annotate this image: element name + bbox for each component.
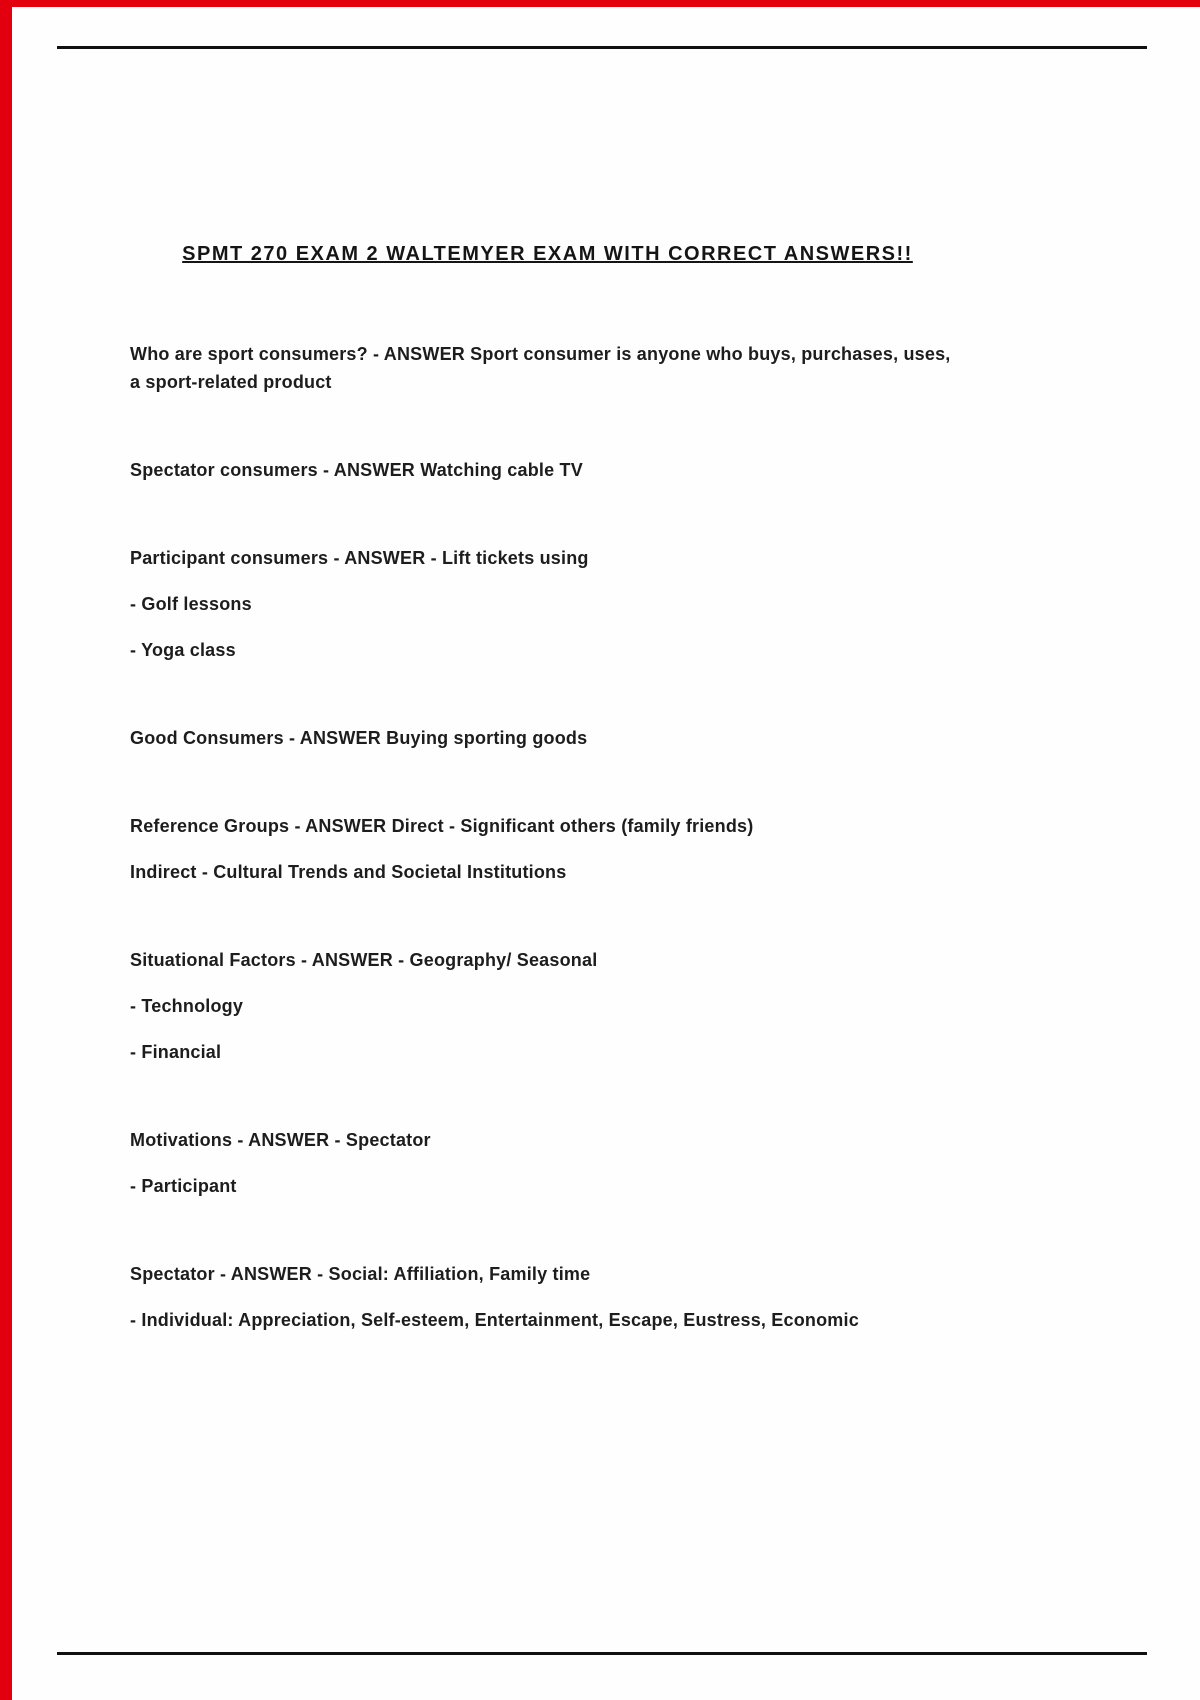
qa-block-spectator-consumers bbox=[130, 456, 965, 484]
qa-block-reference-groups bbox=[130, 812, 965, 886]
qa-line: - Participant bbox=[130, 1176, 237, 1196]
qa-line: - Golf lessons bbox=[130, 594, 252, 614]
qa-line: - Individual: Appreciation, Self-esteem, Entertainment, Escape, Eustress, Economic bbox=[130, 1310, 859, 1330]
document-title: SPMT 270 EXAM 2 WALTEMYER EXAM WITH CORRECT ANSWERS!! bbox=[182, 243, 913, 265]
qa-block-situational-factors bbox=[130, 946, 965, 1066]
top-rule bbox=[57, 46, 1147, 49]
qa-line: Spectator - ANSWER - Social: Affiliation, Family time bbox=[130, 1264, 591, 1284]
qa-block-good-consumers bbox=[130, 724, 965, 752]
qa-line: Participant consumers - ANSWER - Lift tickets using bbox=[130, 548, 589, 568]
qa-line: - Technology bbox=[130, 996, 244, 1016]
qa-line: Good Consumers - ANSWER Buying sporting goods bbox=[130, 728, 588, 748]
qa-line: Indirect - Cultural Trends and Societal Institutions bbox=[130, 862, 567, 882]
document-content bbox=[130, 240, 965, 1394]
qa-line: - Financial bbox=[130, 1042, 222, 1062]
qa-line: Spectator consumers - ANSWER Watching cable TV bbox=[130, 460, 583, 480]
bottom-rule bbox=[57, 1652, 1147, 1655]
qa-line: - Yoga class bbox=[130, 640, 236, 660]
qa-block-motivations bbox=[130, 1126, 965, 1200]
qa-line: Reference Groups - ANSWER Direct - Significant others (family friends) bbox=[130, 816, 754, 836]
red-scan-edge-top bbox=[0, 0, 1200, 7]
qa-line: Who are sport consumers? - ANSWER Sport consumer is anyone who buys, purchases, uses, a sport-related product bbox=[130, 344, 951, 392]
qa-line: Motivations - ANSWER - Spectator bbox=[130, 1130, 431, 1150]
qa-block-sport-consumers bbox=[130, 340, 965, 396]
qa-line: Situational Factors - ANSWER - Geography/ Seasonal bbox=[130, 950, 598, 970]
qa-block-participant-consumers bbox=[130, 544, 965, 664]
red-scan-edge-left bbox=[0, 0, 12, 1700]
qa-block-spectator-motives bbox=[130, 1260, 965, 1334]
